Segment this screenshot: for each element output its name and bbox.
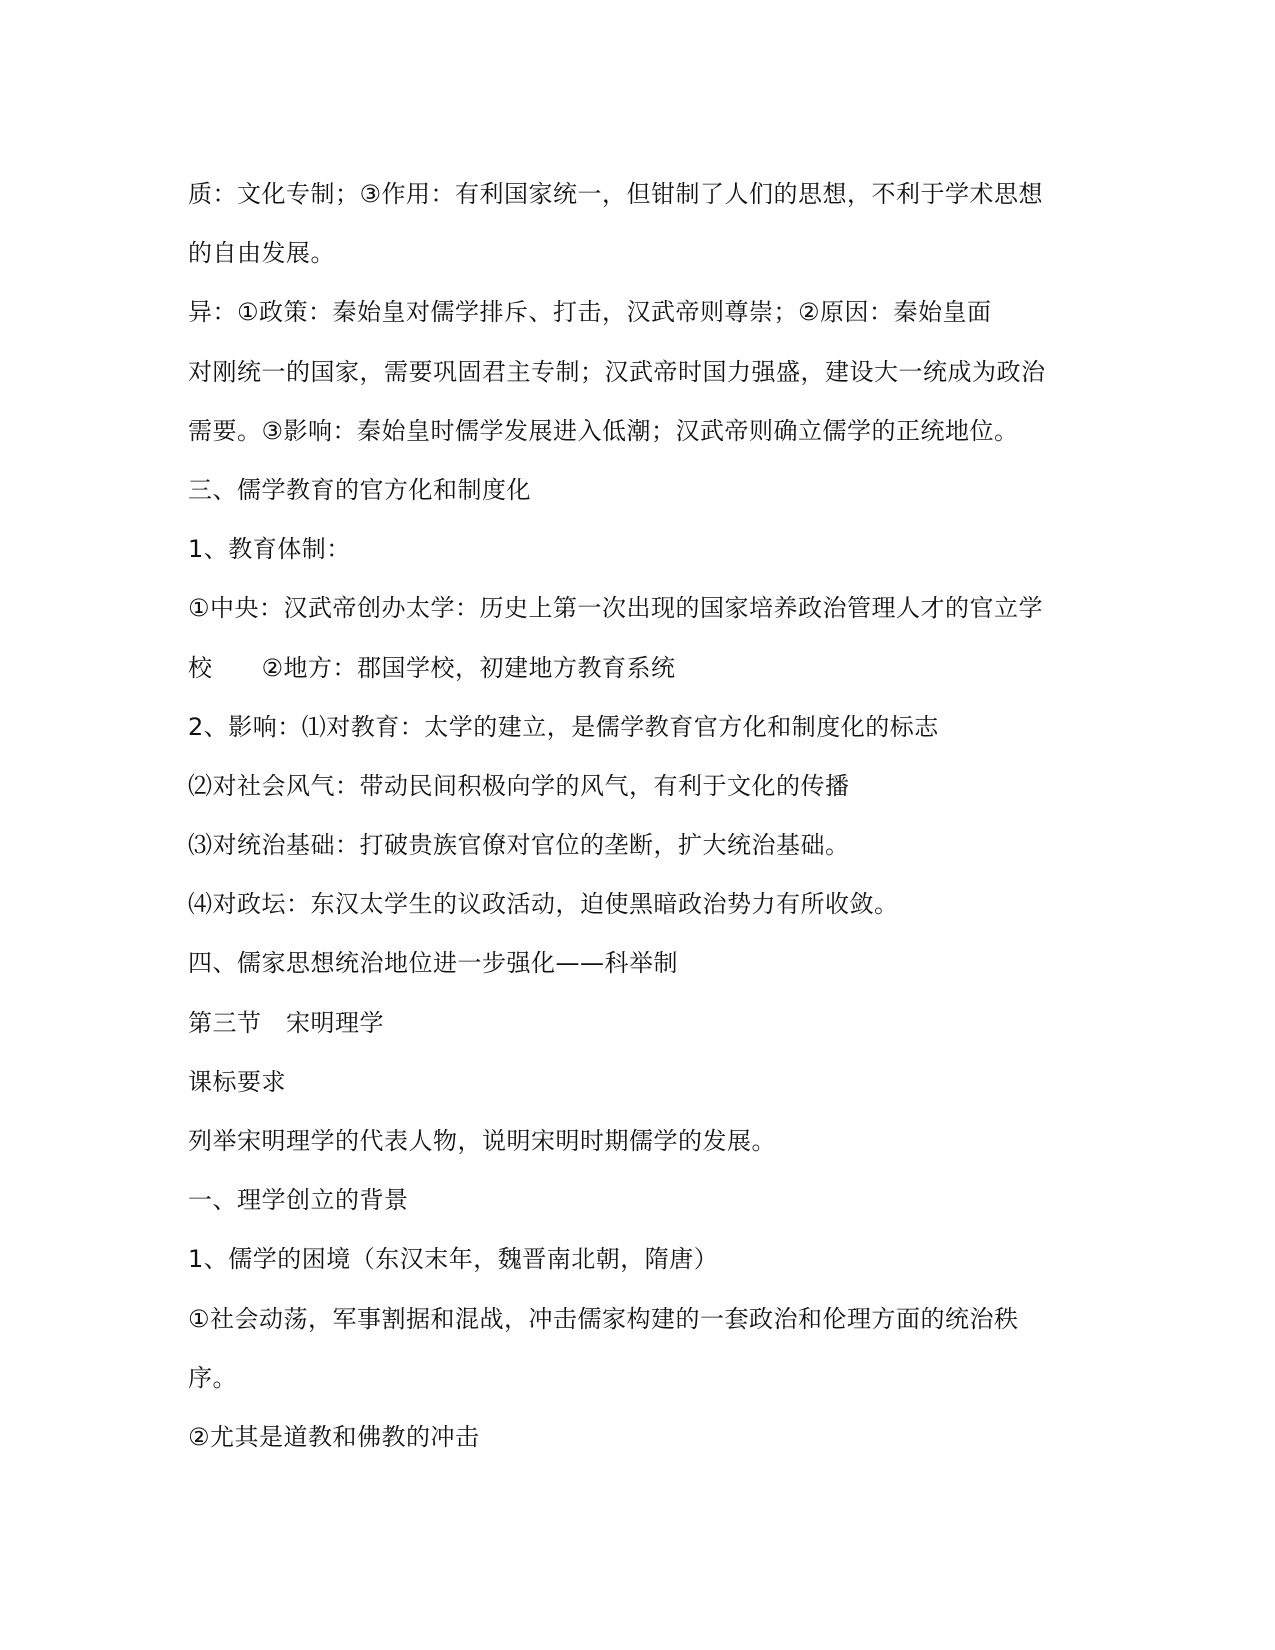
section-heading: 第三节 宋明理学 <box>188 1009 384 1037</box>
text-line: ①中央：汉武帝创办太学：历史上第一次出现的国家培养政治管理人才的官立学 <box>188 594 1044 622</box>
text-line: 列举宋明理学的代表人物，说明宋明时期儒学的发展。 <box>188 1127 776 1155</box>
text-line: ②尤其是道教和佛教的冲击 <box>188 1423 480 1451</box>
text-line: 异：①政策：秦始皇对儒学排斥、打击，汉武帝则尊崇；②原因：秦始皇面 <box>188 298 992 326</box>
section-heading: 一、理学创立的背景 <box>188 1186 409 1214</box>
text-line: ①社会动荡，军事割据和混战，冲击儒家构建的一套政治和伦理方面的统治秩 <box>188 1305 1019 1333</box>
text-line: ⑶对统治基础：打破贵族官僚对官位的垄断，扩大统治基础。 <box>188 831 850 859</box>
text-line: 校 ②地方：郡国学校，初建地方教育系统 <box>188 654 676 682</box>
section-heading: 三、儒学教育的官方化和制度化 <box>188 476 531 504</box>
text-line: 2、影响：⑴对教育：太学的建立，是儒学教育官方化和制度化的标志 <box>188 713 939 741</box>
text-line: 需要。③影响：秦始皇时儒学发展进入低潮；汉武帝则确立儒学的正统地位。 <box>188 417 1019 445</box>
text-line: 课标要求 <box>188 1068 286 1096</box>
text-line: ⑵对社会风气：带动民间积极向学的风气，有利于文化的传播 <box>188 772 850 800</box>
text-line: 1、儒学的困境（东汉末年，魏晋南北朝，隋唐） <box>188 1245 719 1273</box>
text-line: 质：文化专制；③作用：有利国家统一，但钳制了人们的思想，不利于学术思想 <box>188 180 1044 208</box>
text-line: 对刚统一的国家，需要巩固君主专制；汉武帝时国力强盛，建设大一统成为政治 <box>188 358 1046 386</box>
text-line: 的自由发展。 <box>188 239 335 267</box>
text-line: ⑷对政坛：东汉太学生的议政活动，迫使黑暗政治势力有所收敛。 <box>188 890 899 918</box>
text-line: 1、教育体制： <box>188 535 351 563</box>
text-line: 序。 <box>188 1364 237 1392</box>
section-heading: 四、儒家思想统治地位进一步强化——科举制 <box>188 949 678 977</box>
